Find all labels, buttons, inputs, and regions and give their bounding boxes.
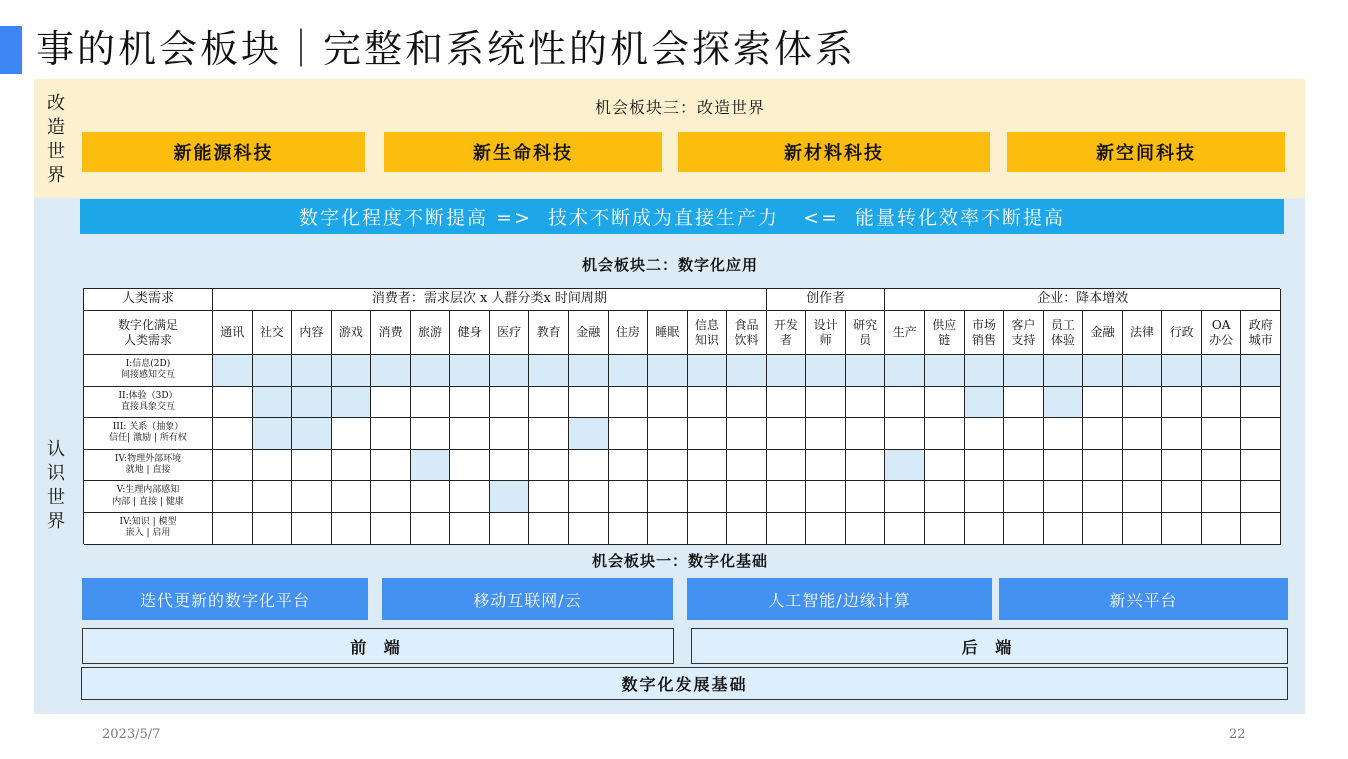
matrix-cell [806,481,846,513]
matrix-cell [411,450,451,482]
matrix-cell [925,387,965,419]
column-header: 医疗 [490,311,530,355]
matrix-cell [1202,450,1242,482]
matrix-cell [490,513,530,545]
matrix-cell [925,355,965,387]
matrix-cell [1004,355,1044,387]
matrix-cell [1123,450,1163,482]
matrix-cell [965,450,1005,482]
matrix-cell [1123,355,1163,387]
matrix-cell [529,481,569,513]
matrix-cell [609,355,649,387]
matrix-cell [688,355,728,387]
matrix-cell [332,450,372,482]
column-header: 旅游 [411,311,451,355]
matrix-cell [213,513,253,545]
matrix-cell [292,355,332,387]
matrix-cell [1083,418,1123,450]
matrix-cell [1123,513,1163,545]
platform-mobile-cloud: 移动互联网/云 [382,578,673,620]
matrix-cell [1123,481,1163,513]
column-header: 设计 师 [806,311,846,355]
header-human-needs: 人类需求 [84,289,213,311]
matrix-cell [1162,513,1202,545]
column-header: 法律 [1123,311,1163,355]
matrix-cell [371,355,411,387]
digitalization-banner: 数字化程度不断提高 => 技术不断成为直接生产力 <= 能量转化效率不断提高 [80,199,1284,234]
matrix-cell [806,387,846,419]
matrix-cell [846,355,886,387]
side-char: 世 [47,141,65,162]
header-digital-needs: 数字化满足 人类需求 [84,311,213,355]
matrix-cell [965,513,1005,545]
matrix-cell [1241,355,1281,387]
matrix-cell [213,387,253,419]
matrix-cell [1083,513,1123,545]
column-header: 通讯 [213,311,253,355]
matrix-cell [253,387,293,419]
matrix-cell [965,355,1005,387]
matrix-cell [727,450,767,482]
matrix-cell [569,513,609,545]
matrix-cell [332,513,372,545]
matrix-cell [332,481,372,513]
matrix-cell [767,513,807,545]
matrix-cell [292,450,332,482]
column-header: 消费 [371,311,411,355]
matrix-cell [371,450,411,482]
opportunity-3-heading: 机会板块三：改造世界 [594,97,765,117]
footer-page-number: 22 [1229,727,1246,742]
matrix-cell [806,513,846,545]
foundation-box: 数字化发展基础 [81,667,1288,700]
column-header: 金融 [569,311,609,355]
matrix-cell [411,481,451,513]
matrix-cell [1241,513,1281,545]
matrix-cell [727,387,767,419]
matrix-cell [371,387,411,419]
group-header: 企业：降本增效 [885,289,1281,311]
matrix-cell [213,355,253,387]
row-header: IV:知识 | 模型 嵌入 | 启用 [84,513,213,545]
transform-world-side-label [43,92,69,188]
matrix-cell [332,355,372,387]
matrix-cell [925,418,965,450]
footer-date: 2023/5/7 [102,727,161,742]
matrix-cell [767,481,807,513]
backend-box: 后 端 [691,628,1288,664]
matrix-cell [411,355,451,387]
new-life-box: 新生命科技 [384,132,662,172]
page-title: 事的机会板块｜完整和系统性的机会探索体系 [36,27,857,71]
matrix-cell [885,450,925,482]
column-header: 住房 [609,311,649,355]
matrix-cell [569,355,609,387]
matrix-cell [213,418,253,450]
column-header: 供应 链 [925,311,965,355]
matrix-cell [1083,481,1123,513]
side-char: 世 [47,487,65,508]
column-header: 市场 销售 [965,311,1005,355]
matrix-cell [371,481,411,513]
matrix-cell [846,481,886,513]
column-header: 健身 [450,311,490,355]
matrix-cell [1202,513,1242,545]
matrix-cell [1162,418,1202,450]
matrix-cell [965,387,1005,419]
matrix-cell [411,513,451,545]
matrix-cell [846,513,886,545]
matrix-cell [292,387,332,419]
matrix-cell [688,450,728,482]
column-header: 研究 员 [846,311,886,355]
matrix-cell [1162,355,1202,387]
understand-world-side-label [43,438,69,534]
matrix-cell [648,387,688,419]
matrix-cell [885,418,925,450]
matrix-cell [371,513,411,545]
matrix-cell [1123,418,1163,450]
row-header: I:信息(2D) 间接感知交互 [84,355,213,387]
matrix-cell [609,481,649,513]
needs-matrix-table [83,288,1280,544]
side-char: 界 [47,165,65,186]
side-char: 识 [47,463,65,484]
matrix-cell [332,387,372,419]
matrix-cell [925,513,965,545]
matrix-cell [688,481,728,513]
matrix-cell [767,355,807,387]
matrix-cell [609,387,649,419]
column-header: 生产 [885,311,925,355]
matrix-cell [529,418,569,450]
matrix-cell [727,355,767,387]
matrix-cell [1162,481,1202,513]
matrix-cell [965,418,1005,450]
matrix-cell [727,481,767,513]
matrix-cell [806,355,846,387]
matrix-cell [490,450,530,482]
matrix-cell [569,418,609,450]
matrix-cell [1044,387,1084,419]
new-energy-box: 新能源科技 [82,132,365,172]
column-header: 政府 城市 [1241,311,1281,355]
matrix-cell [1004,418,1044,450]
matrix-cell [806,418,846,450]
matrix-cell [1004,387,1044,419]
matrix-cell [648,481,688,513]
row-header: IV:物理外部环境 就地 | 直接 [84,450,213,482]
matrix-cell [450,418,490,450]
matrix-cell [1083,355,1123,387]
matrix-cell [253,481,293,513]
matrix-cell [292,418,332,450]
matrix-cell [253,418,293,450]
matrix-cell [846,450,886,482]
matrix-cell [332,418,372,450]
matrix-cell [292,513,332,545]
column-header: 内容 [292,311,332,355]
matrix-cell [529,450,569,482]
matrix-cell [609,513,649,545]
matrix-cell [1044,355,1084,387]
matrix-cell [292,481,332,513]
matrix-cell [450,355,490,387]
row-header: V:生理内部感知 内部 | 直接 | 健康 [84,481,213,513]
matrix-cell [688,418,728,450]
matrix-cell [885,481,925,513]
matrix-cell [688,387,728,419]
column-header: 信息 知识 [688,311,728,355]
column-header: 开发 者 [767,311,807,355]
matrix-cell [688,513,728,545]
column-header: OA 办公 [1202,311,1242,355]
matrix-cell [450,450,490,482]
new-space-box: 新空间科技 [1007,132,1285,172]
column-header: 员工 体验 [1044,311,1084,355]
platform-ai-edge: 人工智能/边缘计算 [687,578,992,620]
matrix-cell [490,387,530,419]
matrix-cell [253,450,293,482]
matrix-cell [925,481,965,513]
matrix-cell [648,450,688,482]
new-material-box: 新材料科技 [678,132,990,172]
row-header: III: 关系（抽象） 信任| 激励 | 所有权 [84,418,213,450]
matrix-cell [490,418,530,450]
column-header: 睡眠 [648,311,688,355]
matrix-cell [213,481,253,513]
column-header: 食品 饮料 [727,311,767,355]
opportunity-1-heading: 机会板块一：数字化基础 [591,551,768,570]
column-header: 游戏 [332,311,372,355]
matrix-cell [885,513,925,545]
matrix-cell [727,513,767,545]
side-char: 改 [47,93,65,114]
matrix-cell [1123,387,1163,419]
matrix-cell [490,481,530,513]
matrix-cell [1004,513,1044,545]
matrix-cell [727,418,767,450]
matrix-cell [846,418,886,450]
matrix-cell [846,387,886,419]
matrix-cell [1241,481,1281,513]
matrix-cell [1004,481,1044,513]
column-header: 教育 [529,311,569,355]
matrix-cell [569,481,609,513]
row-header: II:体验（3D） 直接具象交互 [84,387,213,419]
matrix-cell [1044,513,1084,545]
matrix-cell [609,418,649,450]
matrix-cell [371,418,411,450]
matrix-cell [529,387,569,419]
platform-iterative: 迭代更新的数字化平台 [82,578,368,620]
matrix-cell [648,355,688,387]
matrix-cell [885,387,925,419]
matrix-cell [1083,387,1123,419]
matrix-cell [806,450,846,482]
matrix-cell [1241,387,1281,419]
matrix-cell [767,418,807,450]
matrix-cell [569,387,609,419]
matrix-cell [1044,450,1084,482]
title-accent-bar [0,26,22,74]
matrix-cell [529,513,569,545]
column-header: 客户 支持 [1004,311,1044,355]
matrix-cell [529,355,569,387]
matrix-cell [1004,450,1044,482]
matrix-cell [213,450,253,482]
group-header: 创作者 [767,289,886,311]
matrix-cell [450,387,490,419]
side-char: 界 [47,511,65,532]
column-header: 金融 [1083,311,1123,355]
matrix-cell [1241,418,1281,450]
matrix-cell [569,450,609,482]
matrix-cell [411,387,451,419]
matrix-cell [648,513,688,545]
side-char: 认 [47,439,65,460]
matrix-cell [648,418,688,450]
group-header: 消费者：需求层次 x 人群分类x 时间周期 [213,289,767,311]
matrix-cell [767,387,807,419]
column-header: 行政 [1162,311,1202,355]
matrix-cell [885,355,925,387]
column-header: 社交 [253,311,293,355]
matrix-cell [253,513,293,545]
matrix-cell [925,450,965,482]
platform-emerging: 新兴平台 [999,578,1288,620]
matrix-cell [490,355,530,387]
matrix-cell [1162,387,1202,419]
matrix-cell [1044,418,1084,450]
side-char: 造 [47,117,65,138]
matrix-cell [1202,481,1242,513]
matrix-cell [1083,450,1123,482]
matrix-cell [1044,481,1084,513]
matrix-cell [411,418,451,450]
matrix-cell [609,450,649,482]
matrix-cell [253,355,293,387]
matrix-cell [1202,387,1242,419]
matrix-cell [1202,418,1242,450]
matrix-cell [767,450,807,482]
matrix-cell [965,481,1005,513]
matrix-cell [450,481,490,513]
opportunity-2-heading: 机会板块二：数字化应用 [581,255,758,274]
matrix-cell [1241,450,1281,482]
matrix-cell [450,513,490,545]
matrix-cell [1202,355,1242,387]
frontend-box: 前 端 [82,628,674,664]
matrix-cell [1162,450,1202,482]
